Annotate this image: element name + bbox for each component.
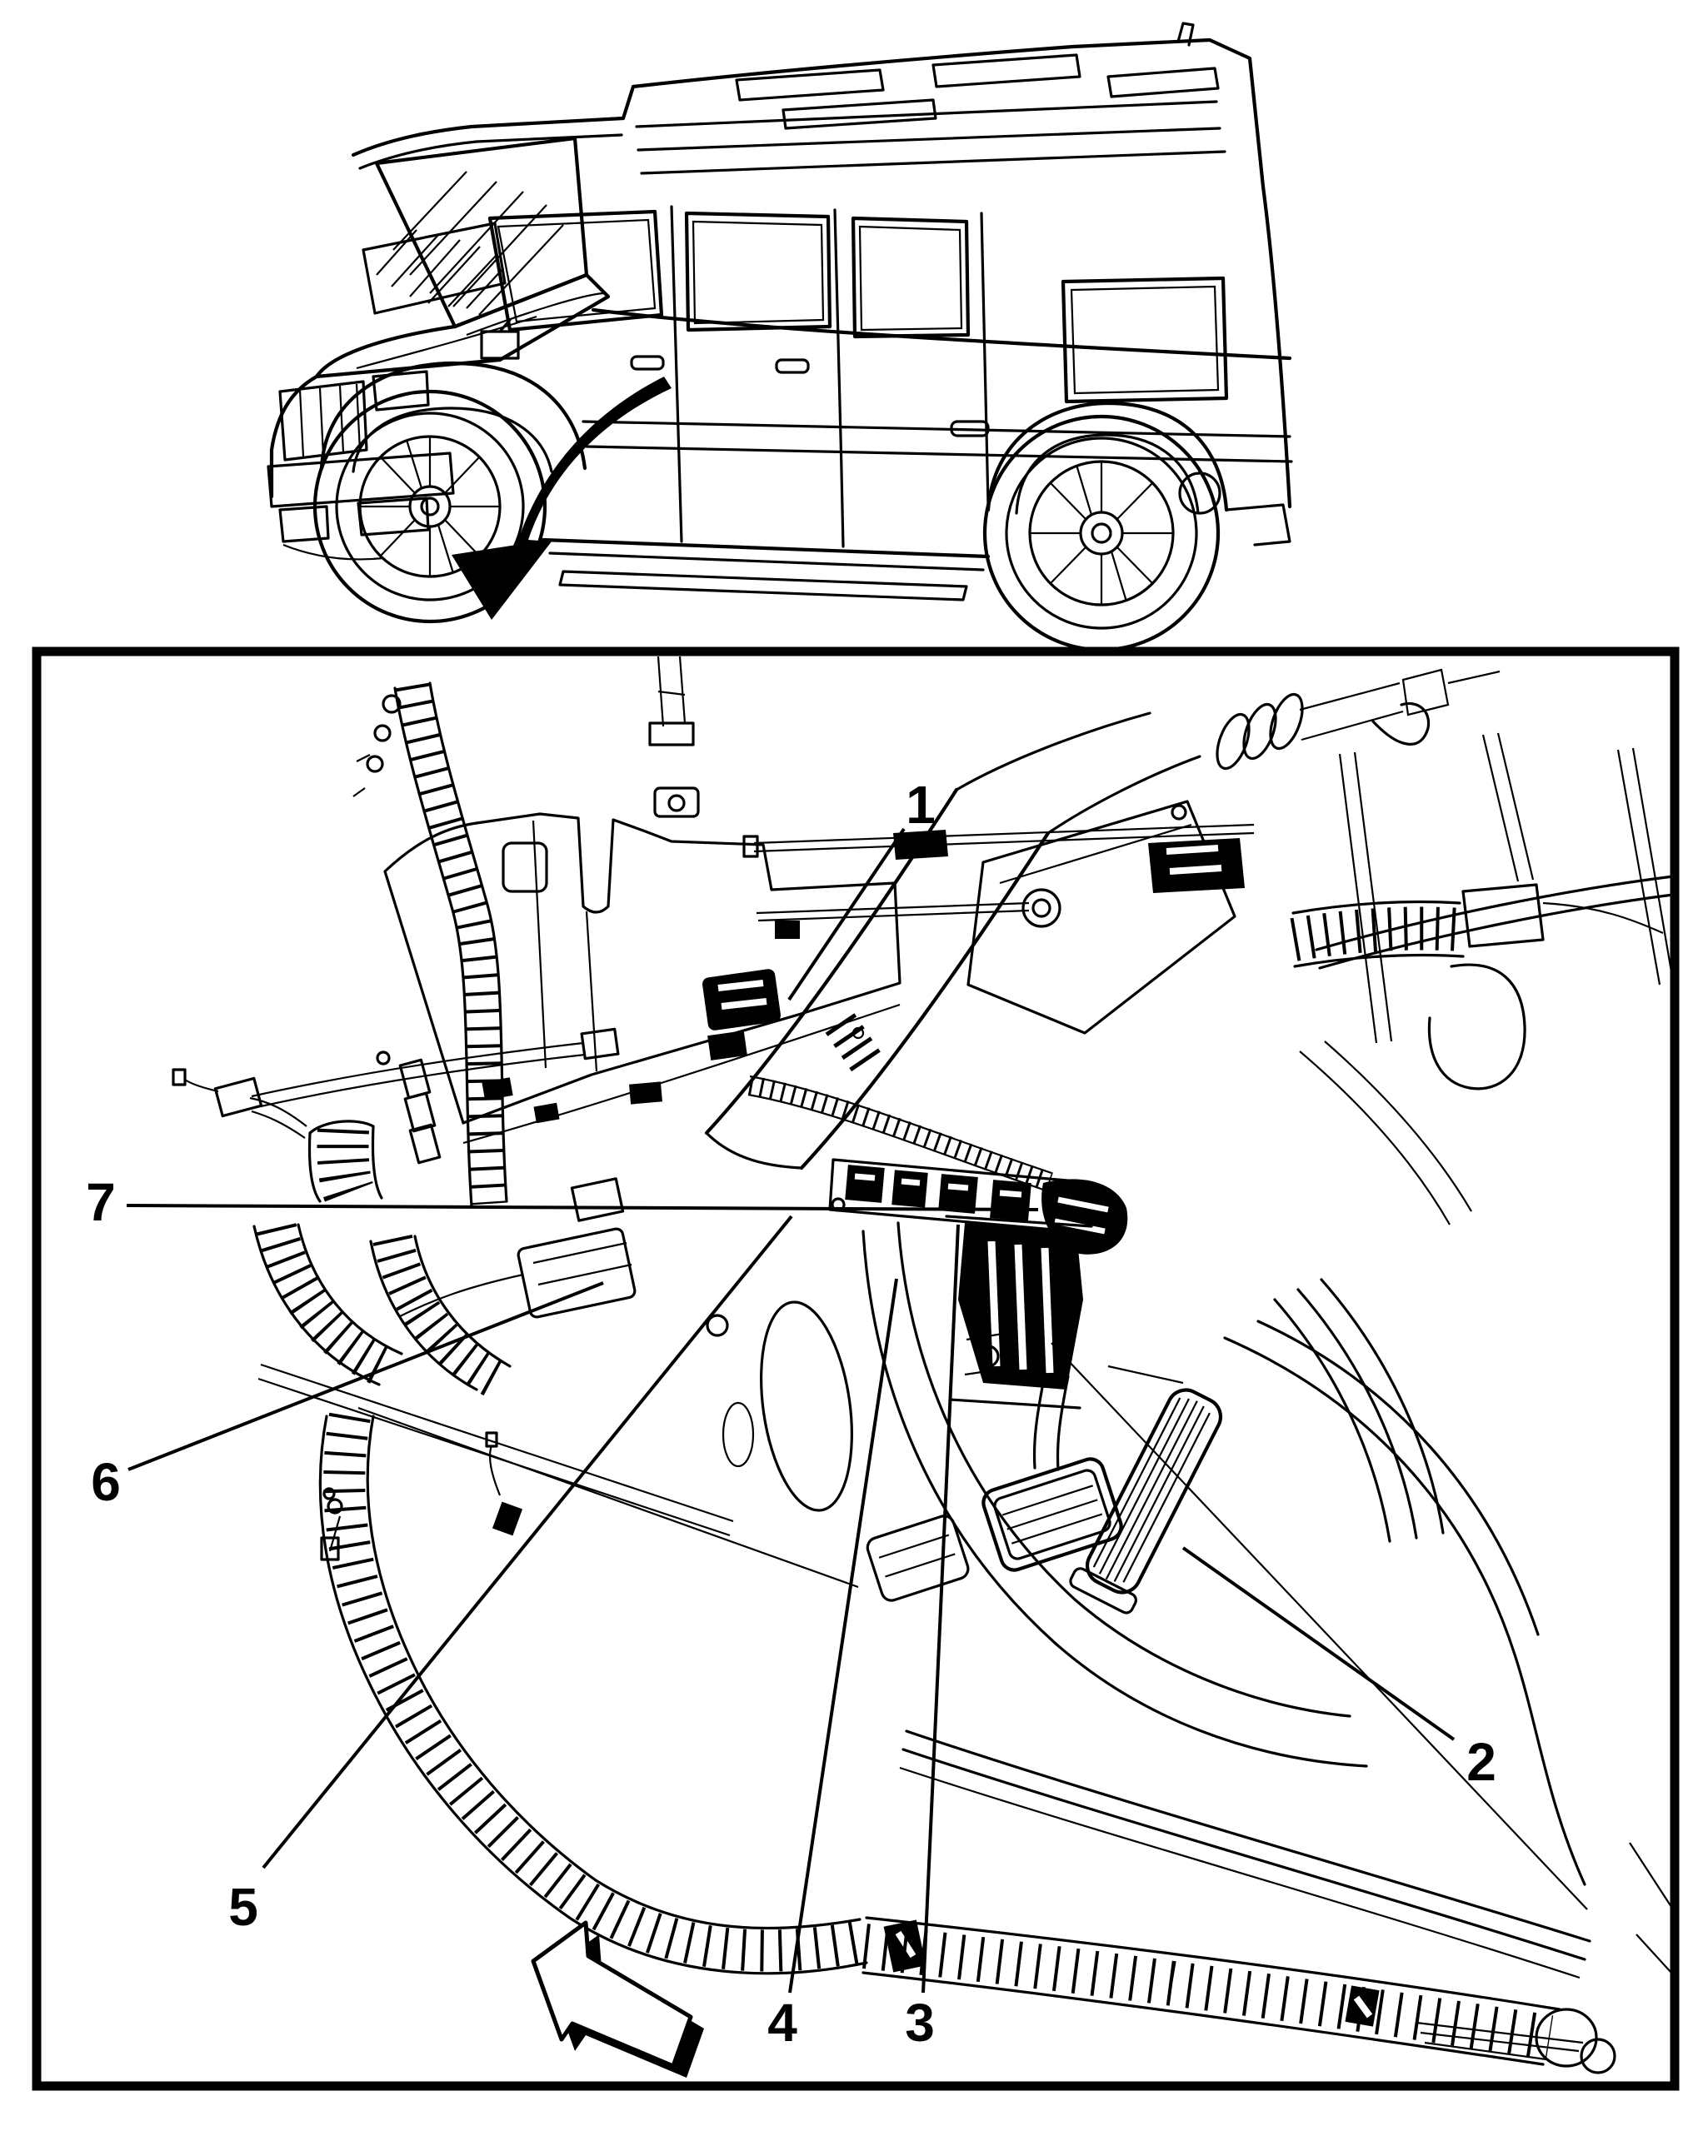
relay-module <box>400 1179 636 1319</box>
callout-4 <box>767 1279 896 2053</box>
brake-pedal <box>980 1375 1125 1574</box>
callout-label-4: 4 <box>767 1993 797 2053</box>
callout-leader-line-1 <box>789 829 904 1000</box>
direction-arrow <box>533 1923 704 2078</box>
detail-view <box>37 651 1675 2086</box>
callout-label-7: 7 <box>86 1172 116 1232</box>
vehicle-body-side <box>482 187 1291 600</box>
callout-label-6: 6 <box>91 1452 121 1512</box>
callout-layer <box>86 775 1496 2053</box>
callout-leader-line-4 <box>790 1279 896 1993</box>
callout-leader-line-7 <box>127 1205 1038 1210</box>
footwell-structure <box>707 1028 1590 1978</box>
callout-label-3: 3 <box>905 1993 935 2053</box>
vehicle-inset-illustration <box>268 23 1291 650</box>
pedal-position-module <box>946 1216 1091 1408</box>
accelerator-pedal <box>1068 1366 1232 1615</box>
vehicle-hood <box>317 223 608 377</box>
vehicle-front-fascia <box>268 372 453 559</box>
floor-harness-tube-right <box>863 1918 1615 2073</box>
callout-label-5: 5 <box>228 1877 258 1937</box>
vehicle-roof <box>353 23 1263 187</box>
rear-wheel <box>985 417 1218 650</box>
callout-2 <box>1183 1548 1496 1792</box>
vehicle-windshield <box>377 138 587 327</box>
callout-label-1: 1 <box>906 775 936 835</box>
callout-leader-line-6 <box>128 1283 603 1470</box>
callout-leader-line-3 <box>923 1225 958 1993</box>
border-frame <box>37 651 1675 2086</box>
callout-label-2: 2 <box>1466 1732 1496 1792</box>
